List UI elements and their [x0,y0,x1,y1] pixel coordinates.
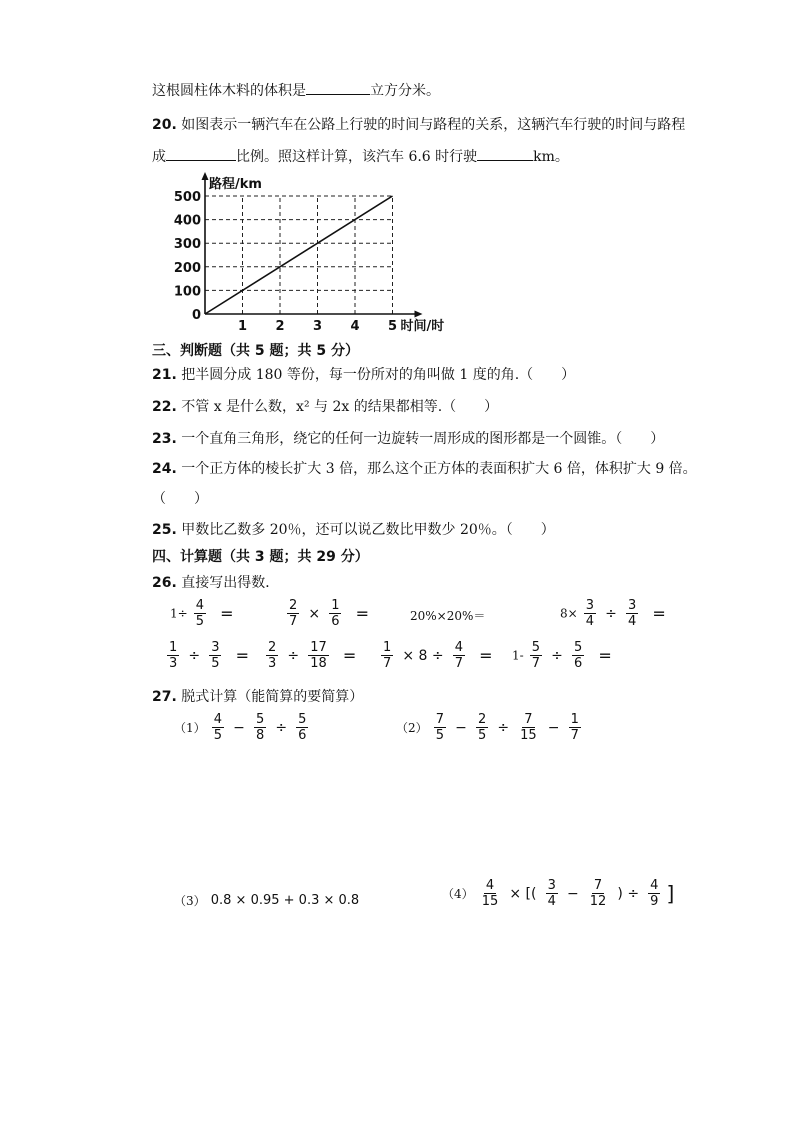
fraction: $\frac{5}{7}$ [531,640,541,671]
q26-item-a: 1÷ $\frac{4}{5}$ = [170,598,234,629]
q26-item-h: 1- $\frac{5}{7}$ ÷ $\frac{5}{6}$ = [512,640,612,671]
time-distance-chart [165,172,465,332]
fraction: $\frac{1}{6}$ [331,598,340,629]
answer-blank[interactable] [306,80,370,95]
q26-item-c: 20%×20%＝ [410,609,486,623]
x-tick-label: 5 [387,319,398,332]
q26-item-g: $\frac{1}{7}$ × 8 ÷ $\frac{4}{7}$ = [383,640,493,671]
question-26: 26. 直接写出得数． [152,575,280,591]
q27-part-4: （4） $\frac{4}{15}$ × [( $\frac{3}{4}$ − $\frac{7}{12}$ ) ÷ $\frac{4}{9}$ ] [442,878,675,909]
answer-blank[interactable] [477,146,533,161]
y-tick-label: 200 [173,260,201,276]
question-27: 27. 脱式计算（能简算的要简算） [152,689,364,705]
fraction: $\frac{17}{18}$ [310,640,327,671]
y-axis-title: 路程/km [209,177,262,192]
x-tick-label: 2 [275,319,285,332]
fraction: $\frac{1}{3}$ [169,640,178,671]
fraction: $\frac{7}{5}$ [435,712,445,743]
fraction: $\frac{5}{8}$ [255,712,265,743]
fraction: $\frac{7}{15}$ [520,712,537,743]
fraction: $\frac{4}{15}$ [481,878,499,909]
q26-item-e: $\frac{1}{3}$ ÷ $\frac{3}{5}$ = [169,640,249,671]
q26-item-b: $\frac{2}{7}$ × $\frac{1}{6}$ = [289,598,369,629]
fraction: $\frac{2}{5}$ [477,712,487,743]
x-tick-label: 1 [237,319,248,332]
fraction: $\frac{3}{4}$ [547,878,556,909]
q26-item-f: $\frac{2}{3}$ ÷ $\frac{17}{18}$ = [268,640,357,671]
question-25: 25. 甲数比乙数多 20％，还可以说乙数比甲数少 20％。（ ） [152,522,555,538]
q20-line1: 20. 如图表示一辆汽车在公路上行驶的时间与路程的关系，这辆汽车行驶的时间与路程 [152,117,686,133]
x-tick-label: 3 [312,319,323,332]
question-24-paren[interactable]: （ ） [152,491,208,507]
fraction: $\frac{2}{7}$ [289,598,298,629]
q27-part-1: （1） $\frac{4}{5}$ − $\frac{5}{8}$ ÷ $\frac{5}{6}$ [174,712,307,743]
fraction: $\frac{4}{5}$ [213,712,223,743]
fraction: $\frac{2}{3}$ [268,640,277,671]
section-4-title: 四、计算题（共 3 题；共 29 分） [152,549,369,565]
x-axis-title: 时间/时 [400,319,445,332]
q27-part-2: （2） $\frac{7}{5}$ − $\frac{2}{5}$ ÷ $\frac{7}{15}$ − $\frac{1}{7}$ [396,712,579,743]
question-22: 22. 不管 x 是什么数，x² 与 2x 的结果都相等.（ ） [152,399,499,415]
series-line [205,196,393,314]
fraction: $\frac{3}{4}$ [628,598,637,629]
fraction: $\frac{4}{7}$ [454,640,464,671]
fraction: $\frac{3}{5}$ [211,640,220,671]
q19-tail-line: 这根圆柱体木料的体积是 立方分米。 [152,80,440,100]
fraction: $\frac{5}{6}$ [298,712,307,743]
y-tick-label: 400 [173,213,201,229]
q27-part-3: （3） 0.8 × 0.95 + 0.3 × 0.8 [174,893,360,908]
y-tick-label: 0 [191,308,201,323]
q26-item-d: 8× $\frac{3}{4}$ ÷ $\frac{3}{4}$ = [560,598,666,629]
section-3-title: 三、判断题（共 5 题；共 5 分） [152,343,359,359]
answer-blank[interactable] [166,146,236,161]
question-23: 23. 一个直角三角形，绕它的任何一边旋转一周形成的图形都是一个圆锥。（ ） [152,431,665,447]
y-axis-arrow-icon [202,172,209,180]
fraction: $\frac{5}{6}$ [574,640,583,671]
q20-line2: 成 比例。照这样计算，该汽车 6.6 时行驶 km。 [152,146,569,166]
fraction: $\frac{3}{4}$ [585,598,595,629]
question-24: 24. 一个正方体的棱长扩大 3 倍，那么这个正方体的表面积扩大 6 倍，体积扩大 9 倍。 [152,461,697,477]
x-axis-arrow-icon [415,311,423,318]
y-tick-label: 100 [173,284,201,300]
fraction: $\frac{4}{9}$ [650,878,659,909]
fraction: $\frac{1}{7}$ [570,712,579,743]
y-tick-label: 300 [173,237,201,253]
fraction: $\frac{4}{5}$ [195,598,205,629]
y-tick-label: 500 [173,190,201,205]
x-tick-label: 4 [350,319,360,332]
fraction: $\frac{7}{12}$ [589,878,607,909]
question-21: 21. 把半圆分成 180 等份，每一份所对的角叫做 1 度的角.（ ） [152,367,576,383]
fraction: $\frac{1}{7}$ [383,640,392,671]
